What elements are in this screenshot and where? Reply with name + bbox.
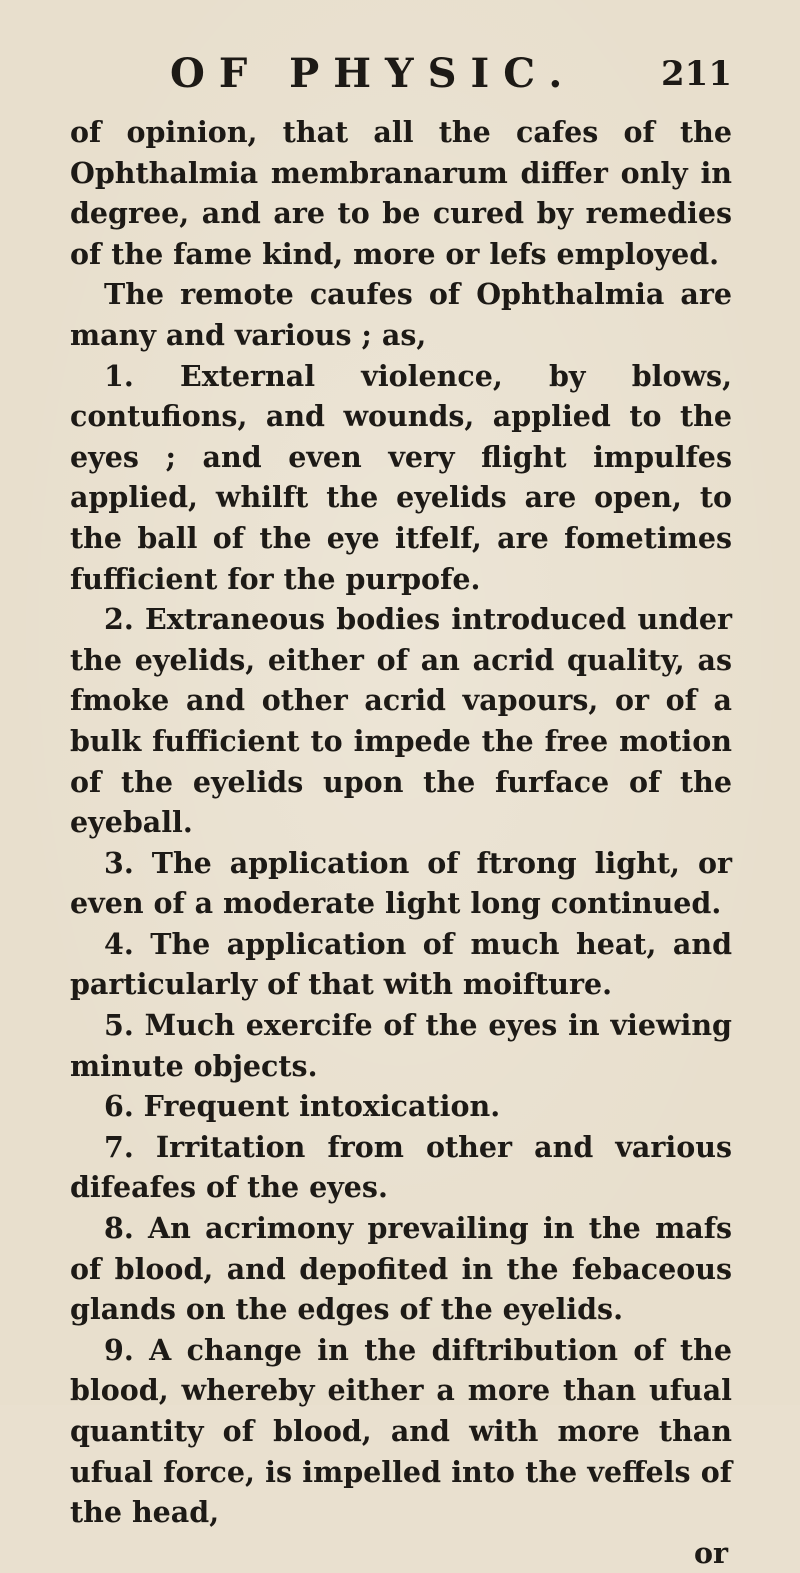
cause-item: 4. The application of much heat, and particularly of that with moifture. xyxy=(70,926,732,1002)
page-number: 211 xyxy=(661,54,732,94)
cause-item: 2. Extraneous bodies introduced under the eyelids, either of an acrid quality, as fmoke and other acrid vapours, or of a bulk fufficient to impede the free motion of the eyelids upon the furface of the eyeball. xyxy=(70,602,732,840)
running-head-title: OF PHYSIC. xyxy=(170,50,577,97)
body-text xyxy=(70,112,732,1533)
cause-item: 1. External violence, by blows, contufions, and wounds, applied to the eyes ; and even very flight impulfes applied, whilft the eyelids are open, to the ball of the eye itfelf, are fometimes fufficient for the purpofe. xyxy=(70,358,732,596)
causes-list xyxy=(70,356,732,1533)
cause-item: 9. A change in the diftribution of the blood, whereby either a more than ufual quantity of blood, and with more than ufual force, is impelled into the veffels of the head, xyxy=(70,1332,732,1530)
paragraph-opinion: of opinion, that all the cafes of the Ophthalmia membranarum differ only in degree, and are to be cured by remedies of the fame kind, more or lefs employed. xyxy=(70,115,732,271)
paragraph-remote-causes: The remote caufes of Ophthalmia are many and various ; as, xyxy=(70,277,732,352)
cause-item: 3. The application of ftrong light, or even of a moderate light long continued. xyxy=(70,845,732,921)
catchword: or xyxy=(693,1535,728,1570)
cause-item: 5. Much exercife of the eyes in viewing minute objects. xyxy=(70,1008,732,1083)
cause-item: 6. Frequent intoxication. xyxy=(104,1089,501,1124)
running-head xyxy=(70,50,732,98)
cause-item: 7. Irritation from other and various difeafes of the eyes. xyxy=(70,1129,732,1205)
cause-item: 8. An acrimony prevailing in the mafs of blood, and depofited in the febaceous glands on the edges of the eyelids. xyxy=(70,1211,732,1327)
